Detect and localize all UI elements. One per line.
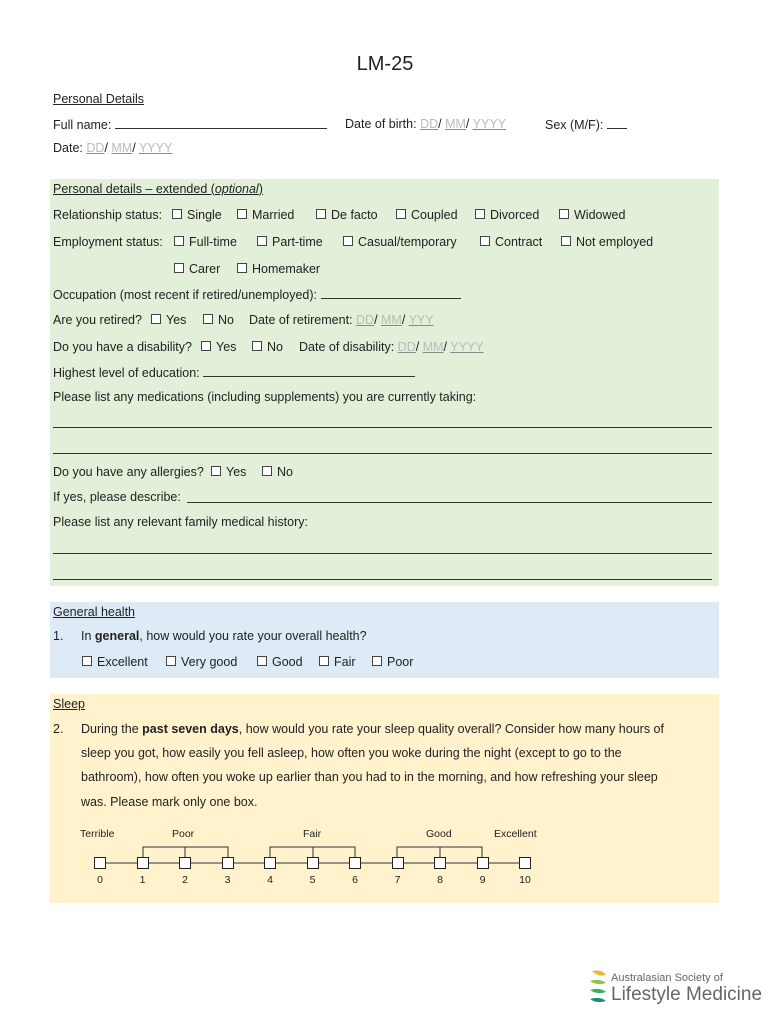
scale-label-good: Good [426, 828, 452, 840]
checkbox[interactable] [166, 656, 176, 666]
relationship-label: Relationship status: [53, 208, 163, 222]
sleep-scale-number-0: 0 [97, 874, 103, 886]
retirement-date-row: Date of retirement: DD/ MM/ YYY [249, 313, 434, 327]
disability-yes[interactable]: Yes [201, 340, 236, 354]
occupation-field[interactable] [321, 287, 461, 299]
health-excellent[interactable]: Excellent [82, 655, 148, 669]
relationship-coupled[interactable]: Coupled [396, 208, 458, 222]
full-name-label: Full name: [53, 118, 112, 132]
sleep-scale-box-0[interactable] [94, 857, 106, 869]
employment-full-time[interactable]: Full-time [174, 235, 237, 249]
disability-day-field[interactable]: DD [397, 340, 416, 354]
sleep-heading: Sleep [53, 697, 85, 711]
checkbox[interactable] [237, 209, 247, 219]
retirement-year-field[interactable]: YYY [408, 313, 434, 327]
retired-label: Are you retired? [53, 313, 142, 327]
logo-line-1: Australasian Society of [611, 972, 723, 984]
retired-yes[interactable]: Yes [151, 313, 186, 327]
health-fair[interactable]: Fair [319, 655, 356, 669]
scale-label-fair: Fair [303, 828, 322, 840]
full-name-field[interactable] [115, 117, 327, 129]
checkbox[interactable] [237, 263, 247, 273]
retired-no[interactable]: No [203, 313, 234, 327]
disability-date-row: Date of disability: DD/ MM/ YYYY [299, 340, 484, 354]
sleep-scale-box-3[interactable] [222, 857, 234, 869]
dob-day-field[interactable]: DD [420, 117, 439, 131]
health-good[interactable]: Good [257, 655, 303, 669]
allergies-describe-field[interactable] [187, 502, 712, 503]
allergies-no[interactable]: No [262, 465, 293, 479]
relationship-married[interactable]: Married [237, 208, 294, 222]
sex-field[interactable] [607, 117, 627, 129]
date-row: Date: DD/ MM/ YYYY [53, 141, 173, 155]
health-very-good[interactable]: Very good [166, 655, 237, 669]
medications-label: Please list any medications (including supplements) you are currently taking: [53, 390, 477, 404]
scale-label-terrible: Terrible [80, 828, 115, 840]
employment-carer[interactable]: Carer [174, 262, 220, 276]
sleep-scale-box-6[interactable] [349, 857, 361, 869]
sleep-scale-box-4[interactable] [264, 857, 276, 869]
sleep-scale-number-5: 5 [309, 874, 316, 886]
checkbox[interactable] [211, 466, 221, 476]
family-history-label: Please list any relevant family medical history: [53, 515, 308, 529]
page-title: LM-25 [356, 53, 414, 75]
sex-label: Sex (M/F): [545, 118, 604, 132]
checkbox[interactable] [201, 341, 211, 351]
education-field[interactable] [203, 365, 415, 377]
sleep-scale-number-4: 4 [267, 874, 273, 886]
relationship-single[interactable]: Single [172, 208, 222, 222]
sleep-scale-number-9: 9 [479, 874, 486, 886]
relationship-row [53, 208, 162, 222]
relationship-de-facto[interactable]: De facto [316, 208, 378, 222]
checkbox[interactable] [316, 209, 326, 219]
sleep-scale-number-8: 8 [437, 874, 443, 886]
sleep-scale-number-6: 6 [352, 874, 358, 886]
employment-casual[interactable]: Casual/temporary [343, 235, 457, 249]
question-2-line-3: bathroom), how often you woke up earlier than you had to in the morning, and how refreshing your sleep [81, 770, 658, 784]
checkbox[interactable] [475, 209, 485, 219]
question-2-line-2: sleep you got, how easily you fell asleep, how often you woke during the night (except to go to the [81, 746, 622, 760]
checkbox[interactable] [174, 236, 184, 246]
disability-month-field[interactable]: MM [422, 340, 444, 354]
sleep-scale-box-1[interactable] [137, 857, 149, 869]
checkbox[interactable] [257, 656, 267, 666]
dob-year-field[interactable]: YYYY [472, 117, 506, 131]
retirement-day-field[interactable]: DD [356, 313, 375, 327]
sleep-scale-number-3: 3 [224, 874, 231, 886]
dob-month-field[interactable]: MM [445, 117, 466, 131]
sleep-scale-box-5[interactable] [307, 857, 319, 869]
checkbox[interactable] [252, 341, 262, 351]
disability-date-label: Date of disability: [299, 340, 395, 354]
employment-contract[interactable]: Contract [480, 235, 542, 249]
question-2-number: 2. [53, 722, 64, 736]
checkbox[interactable] [257, 236, 267, 246]
relationship-widowed[interactable]: Widowed [559, 208, 625, 222]
sleep-scale-number-1: 1 [139, 874, 146, 886]
logo-line-2: Lifestyle Medicine [611, 984, 763, 1005]
education-row [53, 365, 415, 380]
question-2-line-4: was. Please mark only one box. [81, 795, 258, 809]
date-month-field[interactable]: MM [111, 141, 133, 155]
sleep-scale-number-10: 10 [519, 874, 531, 886]
sleep-scale-box-10[interactable] [519, 857, 531, 869]
sex-row [545, 117, 627, 132]
relationship-divorced[interactable]: Divorced [475, 208, 539, 222]
disability-year-field[interactable]: YYYY [450, 340, 484, 354]
disability-no[interactable]: No [252, 340, 283, 354]
checkbox[interactable] [396, 209, 406, 219]
checkbox[interactable] [82, 656, 92, 666]
date-year-field[interactable]: YYYY [138, 141, 173, 155]
extended-details-heading: Personal details – extended (optional) [53, 182, 263, 196]
sleep-scale-box-7[interactable] [392, 857, 404, 869]
sleep-scale-box-8[interactable] [434, 857, 446, 869]
health-poor[interactable]: Poor [372, 655, 413, 669]
employment-part-time[interactable]: Part-time [257, 235, 323, 249]
allergies-label: Do you have any allergies? [53, 465, 204, 479]
checkbox[interactable] [203, 314, 213, 324]
employment-not-employed[interactable]: Not employed [561, 235, 653, 249]
date-label: Date: [53, 141, 83, 155]
checkbox[interactable] [174, 263, 184, 273]
medications-line-2[interactable] [53, 453, 712, 454]
medications-line-1[interactable] [53, 427, 712, 428]
general-health-heading: General health [53, 605, 136, 619]
checkbox[interactable] [480, 236, 490, 246]
scale-label-poor: Poor [172, 828, 195, 840]
employment-homemaker[interactable]: Homemaker [237, 262, 320, 276]
scale-label-excellent: Excellent [494, 828, 537, 840]
personal-details-heading: Personal Details [53, 92, 145, 106]
education-label: Highest level of education: [53, 366, 200, 380]
disability-label: Do you have a disability? [53, 340, 192, 354]
sleep-scale-box-2[interactable] [179, 857, 191, 869]
full-name-row [53, 117, 327, 132]
checkbox[interactable] [372, 656, 382, 666]
allergies-yes[interactable]: Yes [211, 465, 246, 479]
occupation-label: Occupation (most recent if retired/unemployed): [53, 288, 318, 302]
checkbox[interactable] [561, 236, 571, 246]
retirement-month-field[interactable]: MM [381, 313, 402, 327]
family-history-line-1[interactable] [53, 553, 712, 554]
question-1-text: In general, how would you rate your overall health? [81, 629, 367, 643]
asl-logo-icon [588, 969, 608, 1005]
checkbox[interactable] [172, 209, 182, 219]
sleep-scale-number-2: 2 [182, 874, 188, 886]
checkbox[interactable] [343, 236, 353, 246]
checkbox[interactable] [262, 466, 272, 476]
employment-label: Employment status: [53, 235, 163, 249]
checkbox[interactable] [151, 314, 161, 324]
checkbox[interactable] [319, 656, 329, 666]
question-1-number: 1. [53, 629, 64, 643]
allergies-describe-label: If yes, please describe: [53, 490, 181, 504]
dob-label: Date of birth: [345, 117, 417, 131]
question-2-line-1: During the past seven days, how would you rate your sleep quality overall? Consider how many hours of [81, 722, 664, 736]
sleep-scale-number-7: 7 [394, 874, 401, 886]
occupation-row [53, 287, 461, 302]
sleep-scale-box-9[interactable] [477, 857, 489, 869]
dob-row: Date of birth: DD/ MM/ YYYY [345, 117, 506, 131]
date-day-field[interactable]: DD [86, 141, 105, 155]
retirement-date-label: Date of retirement: [249, 313, 353, 327]
family-history-line-2[interactable] [53, 579, 712, 580]
checkbox[interactable] [559, 209, 569, 219]
